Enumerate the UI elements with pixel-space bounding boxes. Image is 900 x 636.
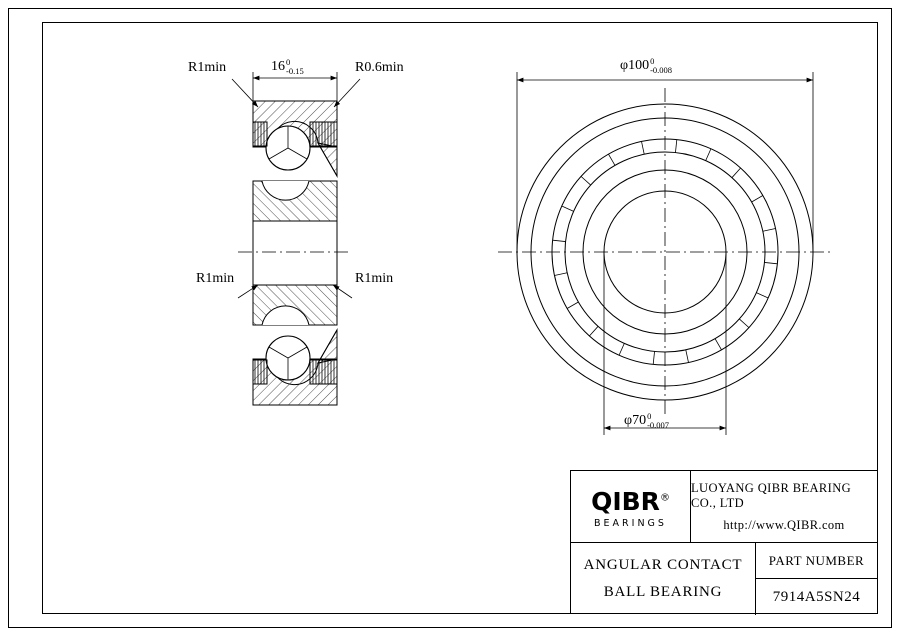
dim-width-value: 16	[271, 59, 285, 75]
od-tolerance	[650, 57, 672, 75]
leader-r06min-top-right	[334, 79, 360, 107]
company-website[interactable]: http://www.QIBR.com	[723, 517, 845, 532]
registered-trademark-icon: ®	[659, 492, 670, 504]
company-logo	[571, 471, 691, 542]
od-value: 100	[628, 58, 650, 74]
section-view	[232, 72, 360, 405]
od-tol-lower: -0.008	[650, 64, 673, 75]
title-block-body-row	[571, 543, 877, 615]
dim-width-tol-upper: 0	[286, 57, 291, 67]
outer-ring-shoulder-bottom	[318, 330, 337, 363]
product-type	[571, 543, 756, 615]
product-type-line2: BALL BEARING	[603, 584, 723, 600]
dim-label-r1min-top-left: R1min	[188, 60, 227, 75]
dim-width-tol-lower: -0.15	[286, 65, 304, 76]
part-number-value: 7914A5SN24	[772, 588, 861, 605]
title-block	[570, 470, 878, 614]
bore-tol-lower: -0.007	[647, 419, 670, 430]
dim-label-r06min: R0.6min	[355, 60, 404, 75]
dim-width-tolerance	[286, 58, 304, 76]
logo-wordmark	[591, 486, 670, 516]
product-type-line1: ANGULAR CONTACT	[583, 557, 743, 573]
dim-label-r1min-bottom-right: R1min	[355, 271, 394, 286]
part-number-label: PART NUMBER	[756, 543, 877, 579]
logo-subtitle: BEARINGS	[594, 517, 667, 529]
company-info	[691, 471, 877, 542]
company-name: LUOYANG QIBR BEARING CO., LTD	[691, 480, 852, 510]
leader-r1min-top-left	[232, 79, 258, 107]
front-view	[498, 72, 832, 435]
title-block-header-row	[571, 471, 877, 543]
dim-label-r1min-bottom-left: R1min	[196, 271, 235, 286]
dim-label-bore-diameter	[624, 412, 669, 430]
bore-value: 70	[632, 413, 647, 429]
logo-text: QIBR	[591, 486, 660, 516]
od-tol-upper: 0	[650, 56, 655, 66]
outer-ring-shoulder-top	[318, 143, 337, 176]
bore-tolerance	[647, 412, 669, 430]
dim-label-outer-diameter	[620, 57, 672, 75]
bore-tol-upper: 0	[647, 411, 652, 421]
bore-symbol: φ	[624, 413, 633, 429]
od-symbol: φ	[620, 58, 629, 74]
part-number-block	[756, 543, 877, 615]
dim-label-width	[271, 58, 304, 76]
